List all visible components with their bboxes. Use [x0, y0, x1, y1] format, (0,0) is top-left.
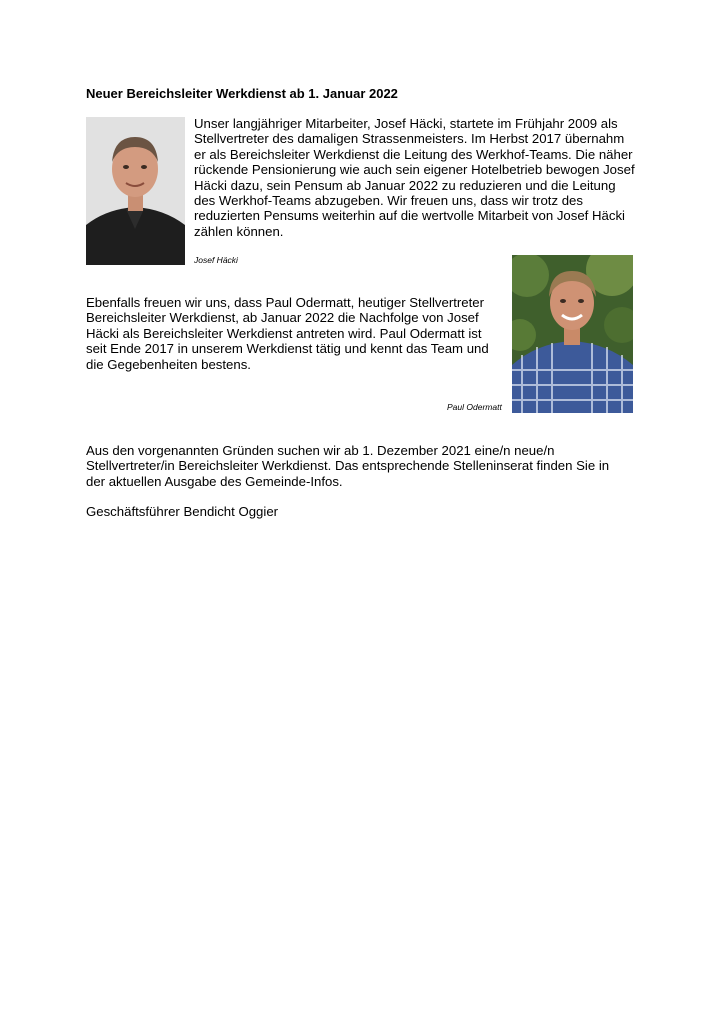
signature-line: Geschäftsführer Bendicht Oggier [86, 504, 279, 519]
portrait-photo-josef-haecki [86, 117, 185, 265]
successor-paragraph: Ebenfalls freuen wir uns, dass Paul Odermatt, heutiger Stellvertreter Bereichsleiter Werkdienst, ab Januar 2022 die Nachfolge von Josef Häcki als Bereichsleiter Werkdienst antreten wird. Paul Odermatt ist seit Ende 2017 in unserem Werkdienst tätig und kennt das Team und die Gegebenheiten bestens. [86, 295, 489, 372]
article-heading: Neuer Bereichsleiter Werkdienst ab 1. Januar 2022 [86, 86, 398, 101]
photo-caption-josef-haecki: Josef Häcki [194, 255, 238, 265]
intro-paragraph: Unser langjähriger Mitarbeiter, Josef Häcki, startete im Frühjahr 2009 als Stellvertreter des damaligen Strassenmeisters. Im Herbst 2017 übernahm er als Bereichsleiter Werkdienst die Leitung des Werkhof-Teams. Die näher rückende Pensionierung wie auch sein eigener Hotelbetrieb bewogen Josef Häcki dazu, sein Pensum ab Januar 2022 zu reduzieren und die Leitung des Werkhof-Teams abzugeben. Wir freuen uns, dass wir trotz des reduzierten Pensums weiterhin auf die wertvolle Mitarbeit von Josef Häcki zählen können. [194, 116, 635, 239]
photo-caption-paul-odermatt: Paul Odermatt [447, 402, 502, 412]
vacancy-paragraph: Aus den vorgenannten Gründen suchen wir ab 1. Dezember 2021 eine/n neue/n Stellvertreter/in Bereichsleiter Werkdienst. Das entsprechende Stelleninserat finden Sie in der aktuellen Ausgabe des Gemeinde-Infos. [86, 443, 610, 489]
portrait-photo-paul-odermatt [512, 255, 633, 413]
